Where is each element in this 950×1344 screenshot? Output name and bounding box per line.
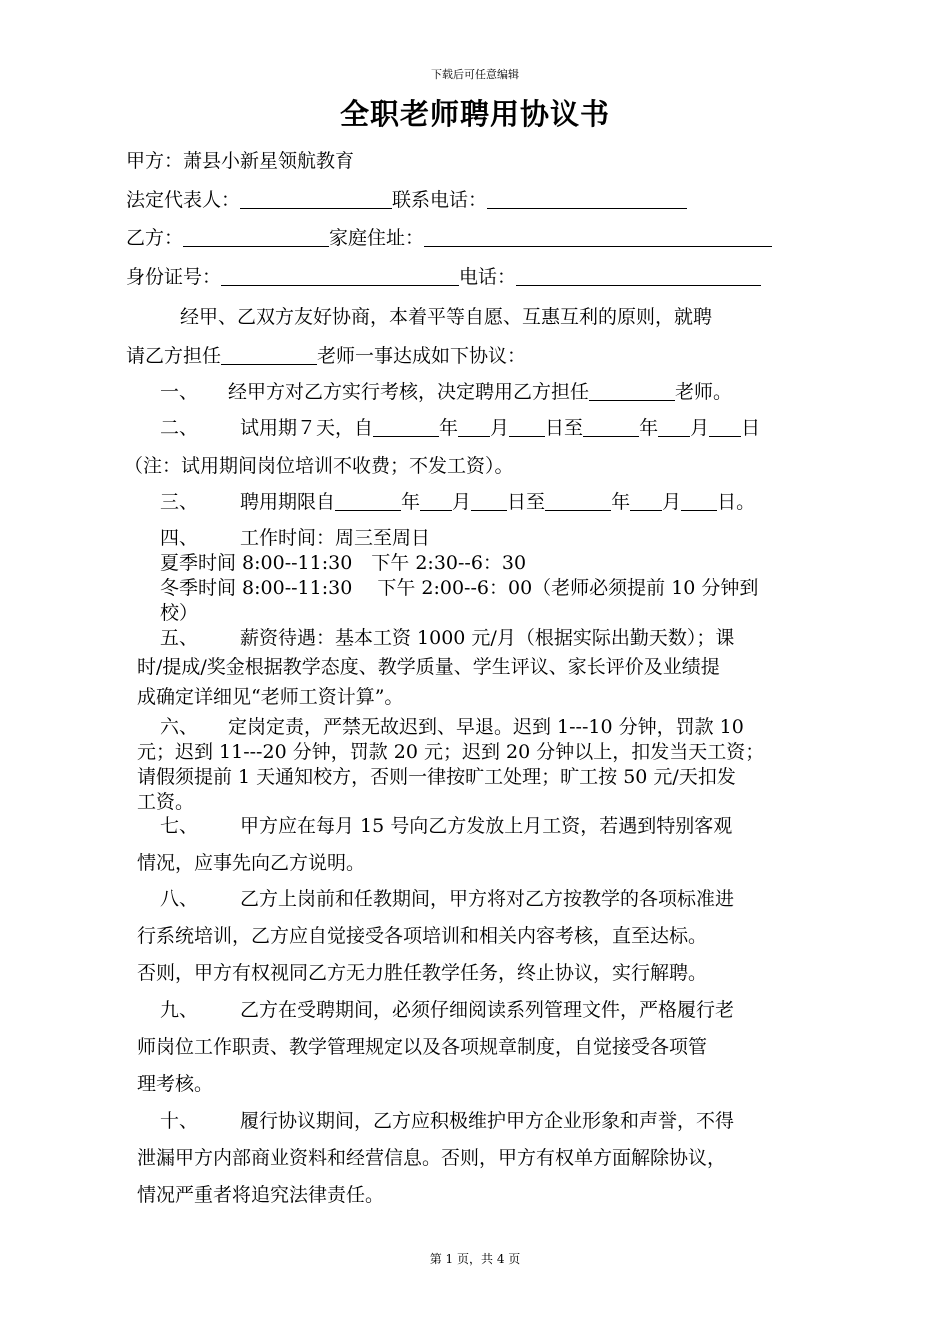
clause-3-month: 月 [452,491,472,513]
clause-5-line-1: 薪资待遇：基本工资 1000 元/月（根据实际出勤天数）；课 [240,627,735,649]
phone-label: 电话： [459,266,517,288]
trial-end-month[interactable] [658,417,690,437]
term-end-year[interactable] [545,491,611,511]
clause-3-month-2: 月 [662,491,682,513]
intro-text-b: 老师一事达成如下协议： [317,345,527,367]
party-b-row [126,223,772,250]
home-address-blank[interactable] [424,227,772,247]
clause-6-line-3: 请假须提前 1 天通知校方，否则一律按旷工处理；旷工按 50 元/天扣发 [137,766,736,788]
id-number-label: 身份证号： [126,266,222,288]
contact-phone-blank[interactable] [487,189,687,209]
phone-blank[interactable] [516,266,761,286]
clause-4-winter: 冬季时间 8:00--11:30 下午 2:00--6：00（老师必须提前 10 分钟到 [160,577,759,599]
header-note: 下载后可任意编辑 [431,68,519,81]
clause-6-line-1: 定岗定责，严禁无故迟到、早退。迟到 1---10 分钟，罚款 10 [228,716,744,738]
clause-1-blank[interactable] [589,381,675,401]
clause-2-note: （注：试用期间岗位培训不收费；不发工资）。 [124,455,514,477]
clause-1-end: 老师。 [675,381,733,403]
clause-8-line-3: 否则，甲方有权视同乙方无力胜任教学任务，终止协议，实行解聘。 [137,962,708,984]
clause-3-num: 三、 [160,491,199,513]
clause-2 [240,413,760,440]
clause-2-dayto: 日至 [545,417,584,439]
clause-6-num: 六、 [160,716,199,738]
clause-4-text: 工作时间：周三至周日 [240,527,431,549]
trial-start-day[interactable] [509,417,545,437]
clause-1 [228,377,732,404]
legal-rep-blank[interactable] [240,189,392,209]
clause-6-line-4: 工资。 [137,791,195,813]
clause-3-dayto: 日至 [507,491,546,513]
term-start-year[interactable] [335,491,401,511]
clause-8-num: 八、 [160,888,199,910]
clause-9-line-3: 理考核。 [137,1073,214,1095]
clause-2-year-2: 年 [639,417,659,439]
clause-9-num: 九、 [160,999,199,1021]
subject-blank[interactable] [221,345,317,365]
clause-5-line-2: 时/提成/奖金根据教学态度、教学质量、学生评议、家长评价及业绩提 [137,656,720,678]
party-b-label: 乙方： [126,227,184,249]
clause-3-year: 年 [401,491,421,513]
clause-2-text: 试用期７天，自 [240,417,374,439]
clause-7-line-1: 甲方应在每月 15 号向乙方发放上月工资，若遇到特别客观 [240,815,733,837]
term-end-month[interactable] [630,491,662,511]
party-a: 甲方：萧县小新星领航教育 [126,150,355,172]
clause-10-num: 十、 [160,1110,199,1132]
clause-2-num: 二、 [160,417,199,439]
clause-5-num: 五、 [160,627,199,649]
clause-6-line-2: 元；迟到 11---20 分钟，罚款 20 元；迟到 20 分钟以上，扣发当天工资； [137,741,765,763]
home-address-label: 家庭住址： [329,227,425,249]
clause-1-num: 一、 [160,381,199,403]
clause-3-text: 聘用期限自 [240,491,336,513]
clause-8-line-2: 行系统培训，乙方应自觉接受各项培训和相关内容考核，直至达标。 [137,925,708,947]
clause-3-end: 日。 [717,491,756,513]
term-end-day[interactable] [681,491,717,511]
legal-rep-row [126,185,687,212]
clause-5-line-3: 成确定详细见“老师工资计算”。 [137,686,404,708]
trial-start-month[interactable] [458,417,490,437]
intro-line-1: 经甲、乙双方友好协商，本着平等自愿、互惠互利的原则，就聘 [180,306,713,328]
intro-line-2 [126,341,526,368]
id-number-blank[interactable] [221,266,459,286]
clause-2-day: 日 [741,417,761,439]
clause-10-line-3: 情况严重者将追究法律责任。 [137,1184,385,1206]
clause-3-year-2: 年 [611,491,631,513]
clause-10-line-2: 泄漏甲方内部商业资料和经营信息。否则，甲方有权单方面解除协议， [137,1147,727,1169]
trial-end-year[interactable] [583,417,639,437]
party-b-blank[interactable] [183,227,329,247]
contact-phone-label: 联系电话： [392,189,488,211]
clause-2-year: 年 [439,417,459,439]
clause-7-num: 七、 [160,815,199,837]
clause-2-month: 月 [490,417,510,439]
trial-end-day[interactable] [709,417,741,437]
trial-start-year[interactable] [373,417,439,437]
clause-4-num: 四、 [160,527,199,549]
legal-rep-label: 法定代表人： [126,189,241,211]
page-number: 第 1 页，共 4 页 [429,1252,521,1266]
clause-10-line-1: 履行协议期间，乙方应积极维护甲方企业形象和声誉，不得 [240,1110,735,1132]
clause-9-line-2: 师岗位工作职责、教学管理规定以及各项规章制度，自觉接受各项管 [137,1036,708,1058]
clause-4-summer: 夏季时间 8:00--11:30 下午 2:30--6：30 [160,552,527,574]
clause-2-month-2: 月 [690,417,710,439]
clause-1-text: 经甲方对乙方实行考核，决定聘用乙方担任 [228,381,590,403]
term-start-month[interactable] [420,491,452,511]
intro-text-a: 请乙方担任 [126,345,222,367]
clause-8-line-1: 乙方上岗前和任教期间，甲方将对乙方按教学的各项标准进 [240,888,735,910]
id-row [126,262,761,289]
document-title: 全职老师聘用协议书 [339,97,610,131]
clause-9-line-1: 乙方在受聘期间，必须仔细阅读系列管理文件，严格履行老 [240,999,735,1021]
term-start-day[interactable] [471,491,507,511]
clause-3 [240,487,755,514]
clause-7-line-2: 情况，应事先向乙方说明。 [137,852,366,874]
clause-4-winter-cont: 校） [160,602,199,624]
